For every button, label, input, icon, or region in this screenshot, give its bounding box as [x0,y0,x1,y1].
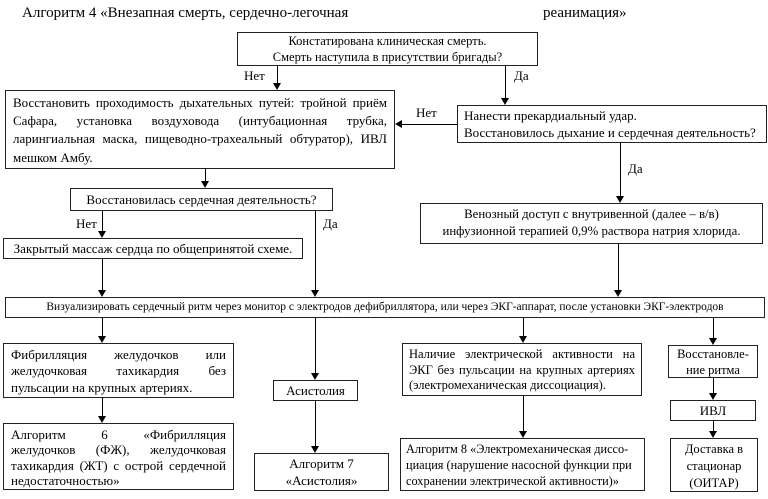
label-yes-precordial: Да [628,161,643,176]
arrow-down-icon [519,431,527,438]
node-venous-access: Венозный доступ с внутривенной (далее – в/в) инфузионной терапией 0,9% раствора натрия хлорида. [420,203,763,244]
node-visualize-rhythm: Визуализировать сердечный ритм через монитор с электродов дефибриллятора, или через ЭКГ-аппарат, после установки ЭКГ-электродов [5,297,765,318]
node-hospital-delivery-line1: Доставка в [684,442,744,456]
connector-visualize-to-asystole [315,317,316,373]
connector-ivl-to-hospital [713,421,714,431]
arrow-left-icon [395,120,402,128]
node-precordial-thump-line2: Восстановилось дыхание и сердечная деятельность? [464,124,756,140]
node-hospital-delivery [670,438,758,492]
arrow-down-icon [616,196,624,203]
node-closed-massage: Закрытый массаж сердца по общепринятой схеме. [3,238,303,259]
node-algorithm-7-line2: «Асистолия» [285,472,358,488]
connector-airway-down [205,168,206,181]
label-no-clinical-death: Нет [244,68,265,83]
arrow-down-icon [98,336,106,343]
node-hospital-delivery-line3: (ОИТАР) [689,475,739,490]
arrow-down-icon [201,181,209,188]
connector-massage-down [102,258,103,290]
label-no-precordial: Нет [416,105,437,120]
connector-rhythm-to-ivl [713,378,714,393]
label-no-cardiac-restored: Нет [76,216,97,231]
arrow-down-icon [709,431,717,438]
arrow-down-icon [311,446,319,453]
connector-clinical-no [277,65,278,83]
node-precordial-thump [457,105,767,143]
connector-visualize-to-emd [523,317,524,336]
flowchart-title-left: Алгоритм 4 «Внезапная смерть, сердечно-легочная [22,5,349,21]
node-rhythm-restored [668,345,758,378]
connector-emd-to-algo8 [523,396,524,431]
arrow-down-icon [709,338,717,345]
arrow-down-icon [311,290,319,297]
node-rhythm-restored-line2: ние ритма [686,362,740,377]
connector-visualize-to-vf [102,317,103,336]
connector-visualize-to-rhythm [713,317,714,338]
node-precordial-thump-line1: Нанести прекардиальный удар. [464,108,637,123]
arrow-down-icon [519,336,527,343]
node-algorithm-7-line1: Алгоритм 7 [289,456,354,471]
connector-precordial-yes [620,142,621,196]
connector-vf-to-algo6 [102,397,103,416]
node-clinical-death [237,32,538,66]
flowchart-title-right: реанимация» [543,5,627,21]
arrow-down-icon [709,393,717,400]
connector-cardiac-no [102,210,103,231]
label-yes-cardiac-restored: Да [323,216,338,231]
arrow-down-icon [311,373,319,380]
node-hospital-delivery-line2: стационар [686,458,742,473]
node-cardiac-restored-question: Восстановилась сердечная деятельность? [70,188,333,211]
connector-precordial-no [402,124,457,125]
node-algorithm-8-line3: сохранении электрической активности)» [406,473,619,488]
node-ivl: ИВЛ [670,400,756,421]
node-algorithm-7 [254,453,389,491]
connector-clinical-yes [505,65,506,98]
arrow-down-icon [98,231,106,238]
node-algorithm-6: Алгоритм 6 «Фибрилляция желудочков (ФЖ), желудочковая тахикардия (ЖТ) с острой сердечной недостаточностью» [3,423,234,490]
arrow-down-icon [614,290,622,297]
node-algorithm-8-line2: циация (нарушение насосной функции при [406,457,632,472]
arrow-down-icon [98,416,106,423]
node-algorithm-8-line1: Алгоритм 8 «Электромеханическая диссо- [406,442,629,456]
connector-cardiac-yes [315,210,316,290]
arrow-down-icon [501,98,509,105]
node-algorithm-8 [400,438,645,491]
connector-venous-down [618,243,619,290]
arrow-down-icon [98,290,106,297]
arrow-down-icon [273,83,281,90]
node-electromechanical-dissociation: Наличие электрической активности на ЭКГ без пульсации на крупных артериях (электромеханическая диссоциация). [402,343,642,396]
node-ventricular-fibrillation: Фибрилляция желудочков или желудочковая тахикардия без пульсации на крупных артериях. [3,343,234,398]
node-asystole: Асистолия [273,380,358,401]
label-yes-clinical-death: Да [514,68,529,83]
node-airway-restore: Восстановить проходимость дыхательных путей: тройной приём Сафара, установка воздуховода (интубационная трубка, ларингиальная маска, пищеводно-трахеальный обтуратор), ИВЛ мешком Амбу. [5,90,395,169]
node-rhythm-restored-line1: Восстановле- [677,347,749,361]
node-clinical-death-line2: Смерть наступила в присутствии бригады? [272,49,503,64]
connector-asystole-to-algo7 [315,401,316,446]
node-clinical-death-line1: Констатирована клиническая смерть. [288,34,487,48]
